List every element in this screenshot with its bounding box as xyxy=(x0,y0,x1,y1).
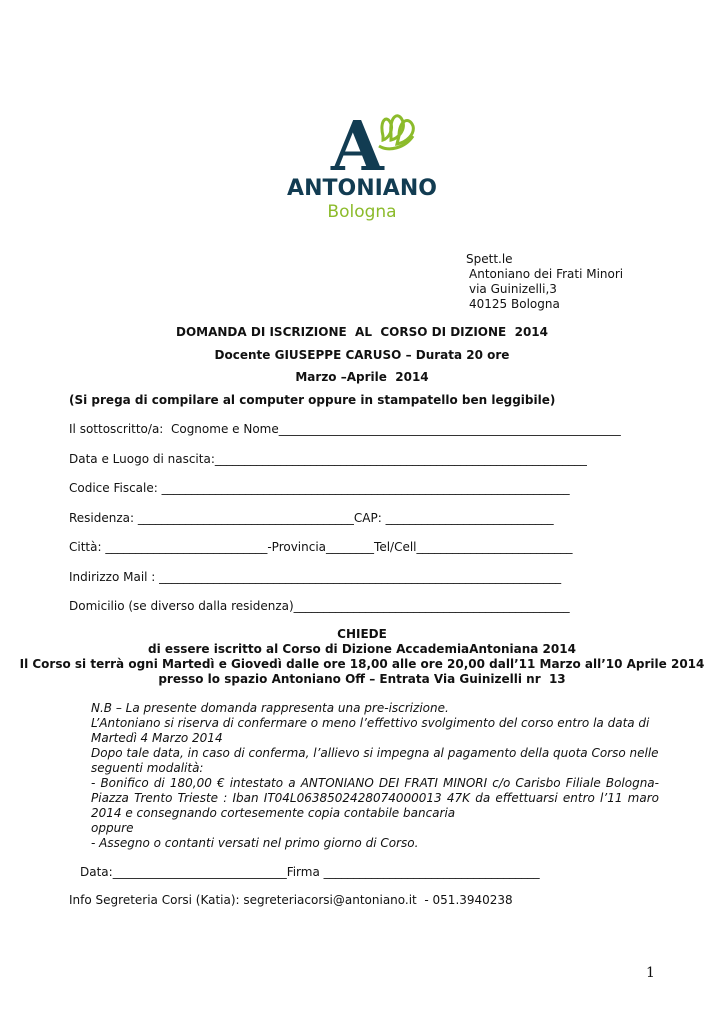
note-or: oppure xyxy=(91,821,134,835)
request-line-2: Il Corso si terrà ogni Martedì e Giovedì dalle ore 18,00 alle ore 20,00 dall’11 Marzo all’10 Aprile 2014 xyxy=(19,657,705,671)
teacher-line: Docente GIUSEPPE CARUSO – Durata 20 ore xyxy=(214,348,510,362)
period-line: Marzo –Aprile 2014 xyxy=(295,370,429,384)
form-title: DOMANDA DI ISCRIZIONE AL CORSO DI DIZIONE 2014 xyxy=(176,325,548,339)
logo-letter: A xyxy=(331,110,384,180)
logo-mark-icon xyxy=(287,110,437,180)
note-cash: - Assegno o contanti versati nel primo giorno di Corso. xyxy=(91,836,419,850)
address-street: via Guinizelli,3 xyxy=(469,282,557,296)
city-field[interactable]: Città: ___________________________-Provincia________Tel/Cell__________________________ xyxy=(69,540,573,554)
residence-field[interactable]: Residenza: ____________________________________CAP: ____________________________ xyxy=(69,511,554,525)
fill-instructions: (Si prega di compilare al computer oppure in stampatello ben leggibile) xyxy=(69,393,556,407)
fiscal-code-field[interactable]: Codice Fiscale: ____________________________________________________________________ xyxy=(69,481,570,495)
antoniano-logo xyxy=(287,110,437,230)
address-org: Antoniano dei Frati Minori xyxy=(469,267,624,281)
note-reserve: L’Antoniano si riserva di confermare o meno l’effettivo svolgimento del corso entro la data di Martedì 4 Marzo 2014 xyxy=(91,716,650,745)
email-field[interactable]: Indirizzo Mail : ___________________________________________________________________ xyxy=(69,570,562,584)
note-preregistration: N.B – La presente domanda rappresenta una pre-iscrizione. xyxy=(91,701,449,715)
page-number: 1 xyxy=(646,965,655,981)
name-field[interactable]: Il sottoscritto/a: Cognome e Nome_________________________________________________________ xyxy=(69,422,621,436)
domicile-field[interactable]: Domicilio (se diverso dalla residenza)______________________________________________ xyxy=(69,599,570,613)
request-line-1: di essere iscritto al Corso di Dizione AccademiaAntoniana 2014 xyxy=(148,642,576,656)
contact-info: Info Segreteria Corsi (Katia): segreteriacorsi@antoniano.it - 051.3940238 xyxy=(69,893,513,907)
address-postcode: 40125 Bologna xyxy=(469,297,560,311)
birth-field[interactable]: Data e Luogo di nascita:______________________________________________________________ xyxy=(69,452,587,466)
logo-city: Bologna xyxy=(327,202,397,222)
address-salutation: Spett.le xyxy=(466,252,513,266)
note-payment: Dopo tale data, in caso di conferma, l’allievo si impegna al pagamento della quota Corso nelle seguenti modalità: xyxy=(91,746,659,775)
request-line-3: presso lo spazio Antoniano Off – Entrata Via Guinizelli nr 13 xyxy=(158,672,566,686)
signature-line[interactable]: Data:_____________________________Firma ____________________________________ xyxy=(80,865,540,879)
request-title: CHIEDE xyxy=(337,627,387,641)
note-transfer: - Bonifico di 180,00 € intestato a ANTONIANO DEI FRATI MINORI c/o Carisbo Filiale Bologna- Piazza Trento Trieste : Iban IT04L0638502428074000013 47K da effettuarsi entro l’11 maro 2014 e consegnando cortesemente copia contabile bancaria xyxy=(91,776,659,820)
logo-name: ANTONIANO xyxy=(287,176,437,201)
